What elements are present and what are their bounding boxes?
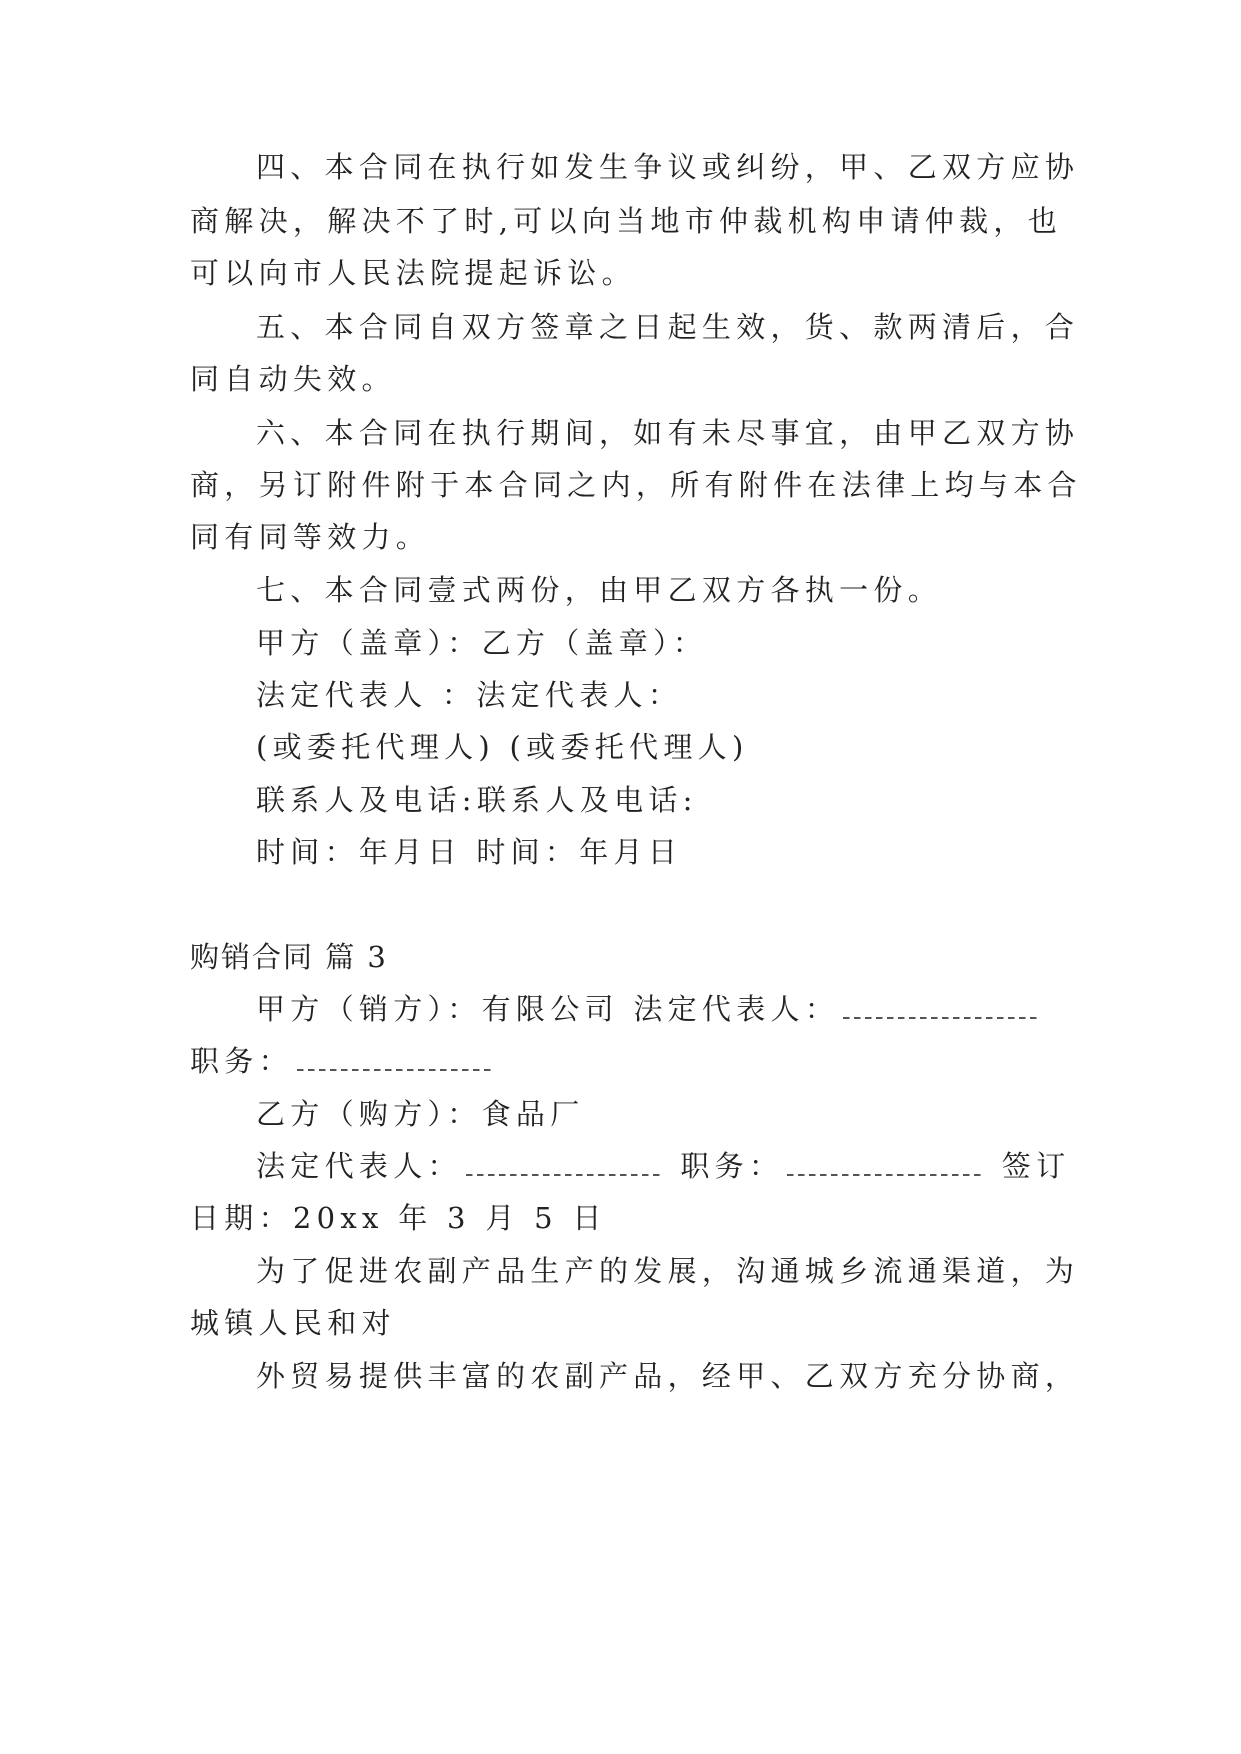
party-b-line: 乙方（购方）：食品厂 [256, 1097, 585, 1131]
rep-line [256, 1146, 1071, 1186]
text-line: 六、本合同在执行期间，如有未尽事宜，由甲乙双方协 [256, 416, 1080, 450]
signature-contact-line: 联系人及电话:联系人及电话: [256, 783, 698, 817]
section-title: 购销合同 篇 3 [190, 940, 388, 974]
signature-agent-line: (或委托代理人) (或委托代理人) [256, 730, 749, 764]
text-line: 可以向市人民法院提起诉讼。 [190, 256, 636, 290]
blank-field [787, 1174, 983, 1176]
text-line: 为了促进农副产品生产的发展，沟通城乡流通渠道，为 [256, 1254, 1080, 1288]
blank-field [843, 1017, 1039, 1019]
blank-field [297, 1069, 493, 1071]
text-line: 五、本合同自双方签章之日起生效，货、款两清后，合 [256, 310, 1080, 344]
party-a-line [256, 989, 1050, 1029]
sign-label: 签订 [1001, 1149, 1071, 1183]
signature-rep-line: 法定代表人 ：法定代表人： [256, 678, 683, 712]
party-a-label: 甲方（销方）：有限公司 法定代表人： [256, 992, 840, 1026]
text-line: 外贸易提供丰富的农副产品，经甲、乙双方充分协商， [256, 1359, 1080, 1393]
text-line: 商，另订附件附于本合同之内，所有附件在法律上均与本合 [190, 468, 1082, 502]
text-line: 商解决，解决不了时,可以向当地市仲裁机构申请仲裁，也 [190, 204, 1063, 238]
signature-party-line: 甲方（盖章）：乙方（盖章）： [256, 626, 708, 660]
date-line: 日期：20xx 年 3 月 5 日 [190, 1201, 607, 1235]
text-line: 同有同等效力。 [190, 520, 431, 554]
text-line: 四、本合同在执行如发生争议或纠纷，甲、乙双方应协 [256, 150, 1080, 184]
position-line [190, 1041, 1050, 1081]
rep-label: 法定代表人： [256, 1149, 462, 1183]
position-label: 职务： [190, 1044, 293, 1078]
position-label: 职务： [680, 1149, 784, 1183]
blank-field [466, 1174, 662, 1176]
text-line: 同自动失效。 [190, 362, 396, 396]
text-line: 城镇人民和对 [190, 1306, 396, 1340]
text-line: 七、本合同壹式两份，由甲乙双方各执一份。 [256, 573, 943, 607]
signature-date-line: 时间：年月日 时间：年月日 [256, 835, 683, 869]
